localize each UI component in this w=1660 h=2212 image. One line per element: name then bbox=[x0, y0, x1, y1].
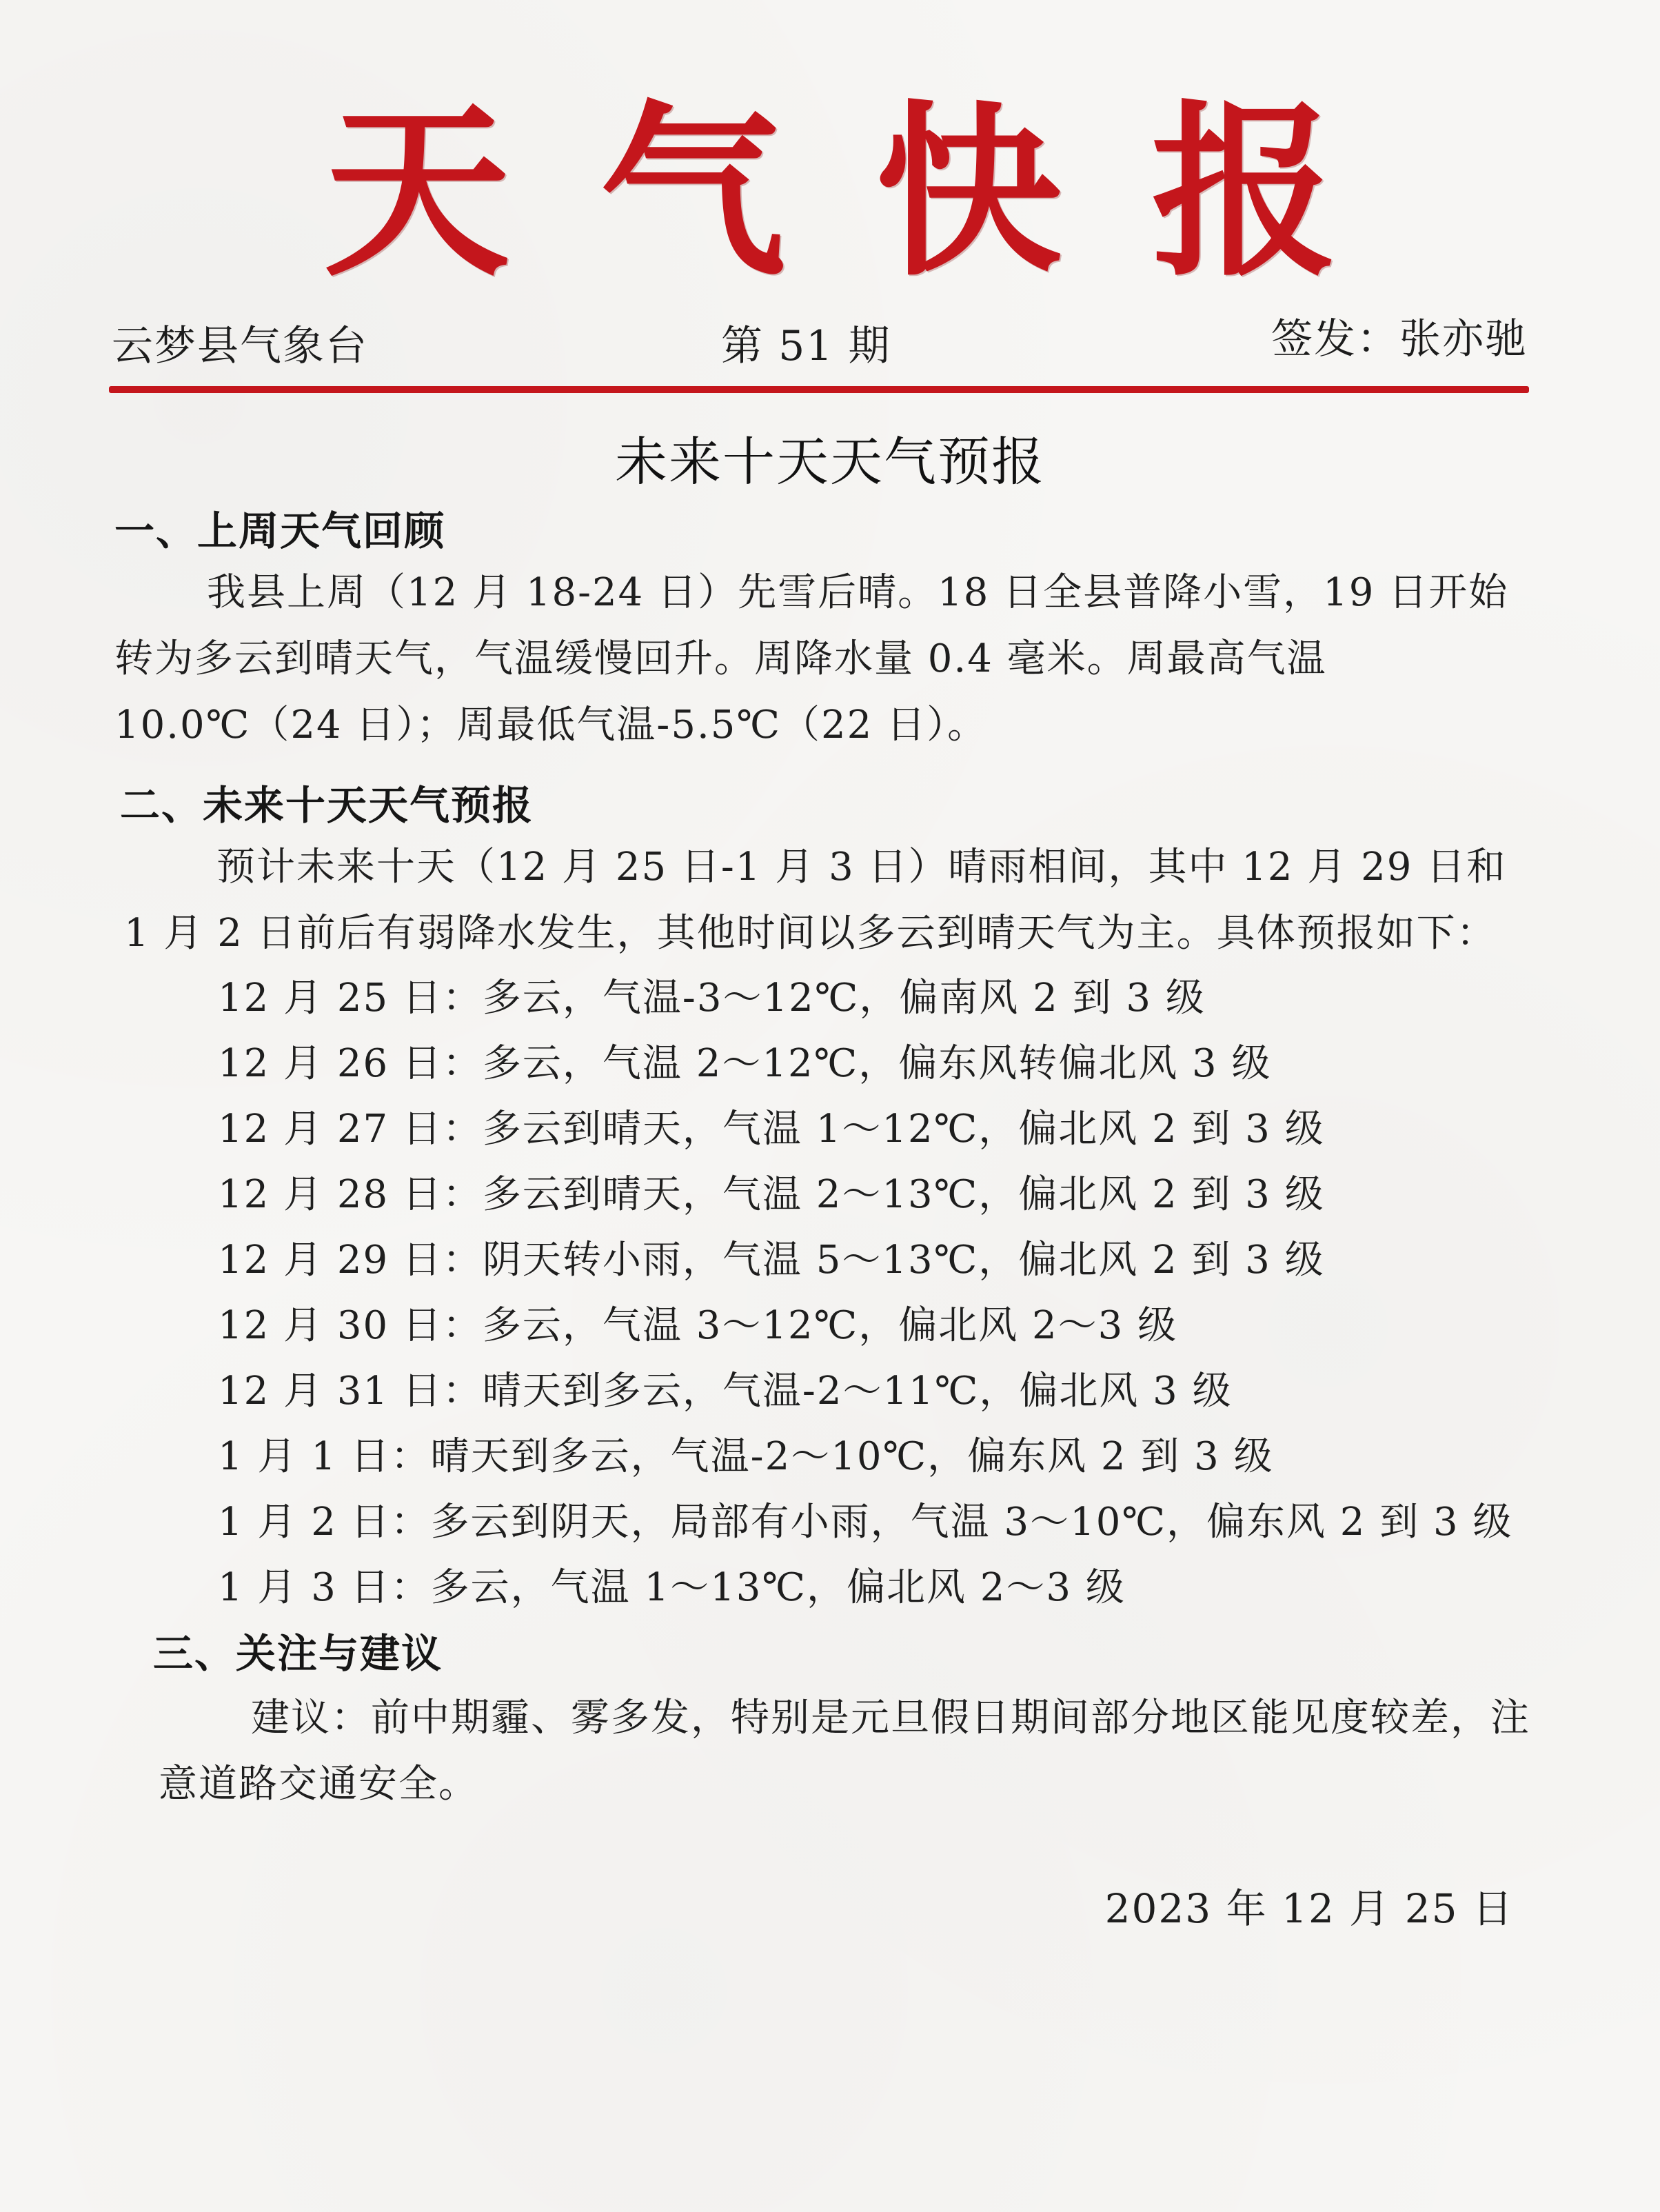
section-heading-forecast: 二、未来十天天气预报 bbox=[120, 782, 534, 829]
signer: 签发：张亦驰 bbox=[1271, 315, 1528, 363]
advice-paragraph: 建议：前中期霾、雾多发，特别是元旦假日期间部分地区能见度较差，注意道路交通安全。 bbox=[159, 1696, 1530, 1807]
forecast-item: 12 月 29 日：阴天转小雨，气温 5～13℃，偏北风 2 到 3 级 bbox=[218, 1238, 1325, 1283]
forecast-item: 12 月 28 日：多云到晴天，气温 2～13℃，偏北风 2 到 3 级 bbox=[218, 1172, 1325, 1217]
review-paragraph: 我县上周（12 月 18-24 日）先雪后晴。18 日全县普降小雪，19 日开始转为多云到晴天气，气温缓慢回升。周降水量 0.4 毫米。周最高气温 10.0℃（24 日）；周最低气温-5.5℃（22 日）。 bbox=[114, 570, 1509, 747]
forecast-item: 12 月 27 日：多云到晴天，气温 1～12℃，偏北风 2 到 3 级 bbox=[218, 1107, 1325, 1152]
forecast-item: 12 月 30 日：多云，气温 3～12℃，偏北风 2～3 级 bbox=[218, 1303, 1178, 1348]
header-divider bbox=[109, 386, 1529, 393]
forecast-item: 12 月 31 日：晴天到多云，气温-2～11℃，偏北风 3 级 bbox=[218, 1369, 1233, 1414]
masthead-char-4: 报 bbox=[1151, 84, 1337, 301]
section-text-review bbox=[114, 560, 1528, 758]
forecast-item: 1 月 3 日：多云，气温 1～13℃，偏北风 2～3 级 bbox=[218, 1565, 1126, 1610]
masthead-title bbox=[324, 84, 1337, 301]
section-text-advice bbox=[159, 1685, 1530, 1818]
masthead-char-1: 天 bbox=[324, 84, 510, 301]
issue-number: 第 51 期 bbox=[721, 322, 891, 370]
forecast-item: 1 月 2 日：多云到阴天，局部有小雨，气温 3～10℃，偏东风 2 到 3 级 bbox=[218, 1500, 1513, 1545]
section-heading-advice: 三、关注与建议 bbox=[153, 1630, 443, 1677]
daily-forecast-list bbox=[218, 965, 1528, 1620]
masthead-char-3: 快 bbox=[875, 84, 1062, 301]
masthead-char-2: 气 bbox=[600, 84, 786, 301]
section-text-forecast-intro bbox=[124, 834, 1530, 967]
issuing-organization: 云梦县气象台 bbox=[112, 322, 368, 370]
section-heading-review: 一、上周天气回顾 bbox=[114, 507, 446, 554]
forecast-intro-paragraph: 预计未来十天（12 月 25 日-1 月 3 日）晴雨相间，其中 12 月 29 日和 1 月 2 日前后有弱降水发生，其他时间以多云到晴天气为主。具体预报如下： bbox=[124, 845, 1507, 956]
forecast-item: 12 月 26 日：多云，气温 2～12℃，偏东风转偏北风 3 级 bbox=[218, 1041, 1272, 1086]
forecast-item: 1 月 1 日：晴天到多云，气温-2～10℃，偏东风 2 到 3 级 bbox=[218, 1434, 1274, 1479]
document-title: 未来十天天气预报 bbox=[615, 431, 1045, 492]
forecast-item: 12 月 25 日：多云，气温-3～12℃，偏南风 2 到 3 级 bbox=[218, 976, 1206, 1020]
issue-date: 2023 年 12 月 25 日 bbox=[1104, 1885, 1514, 1932]
